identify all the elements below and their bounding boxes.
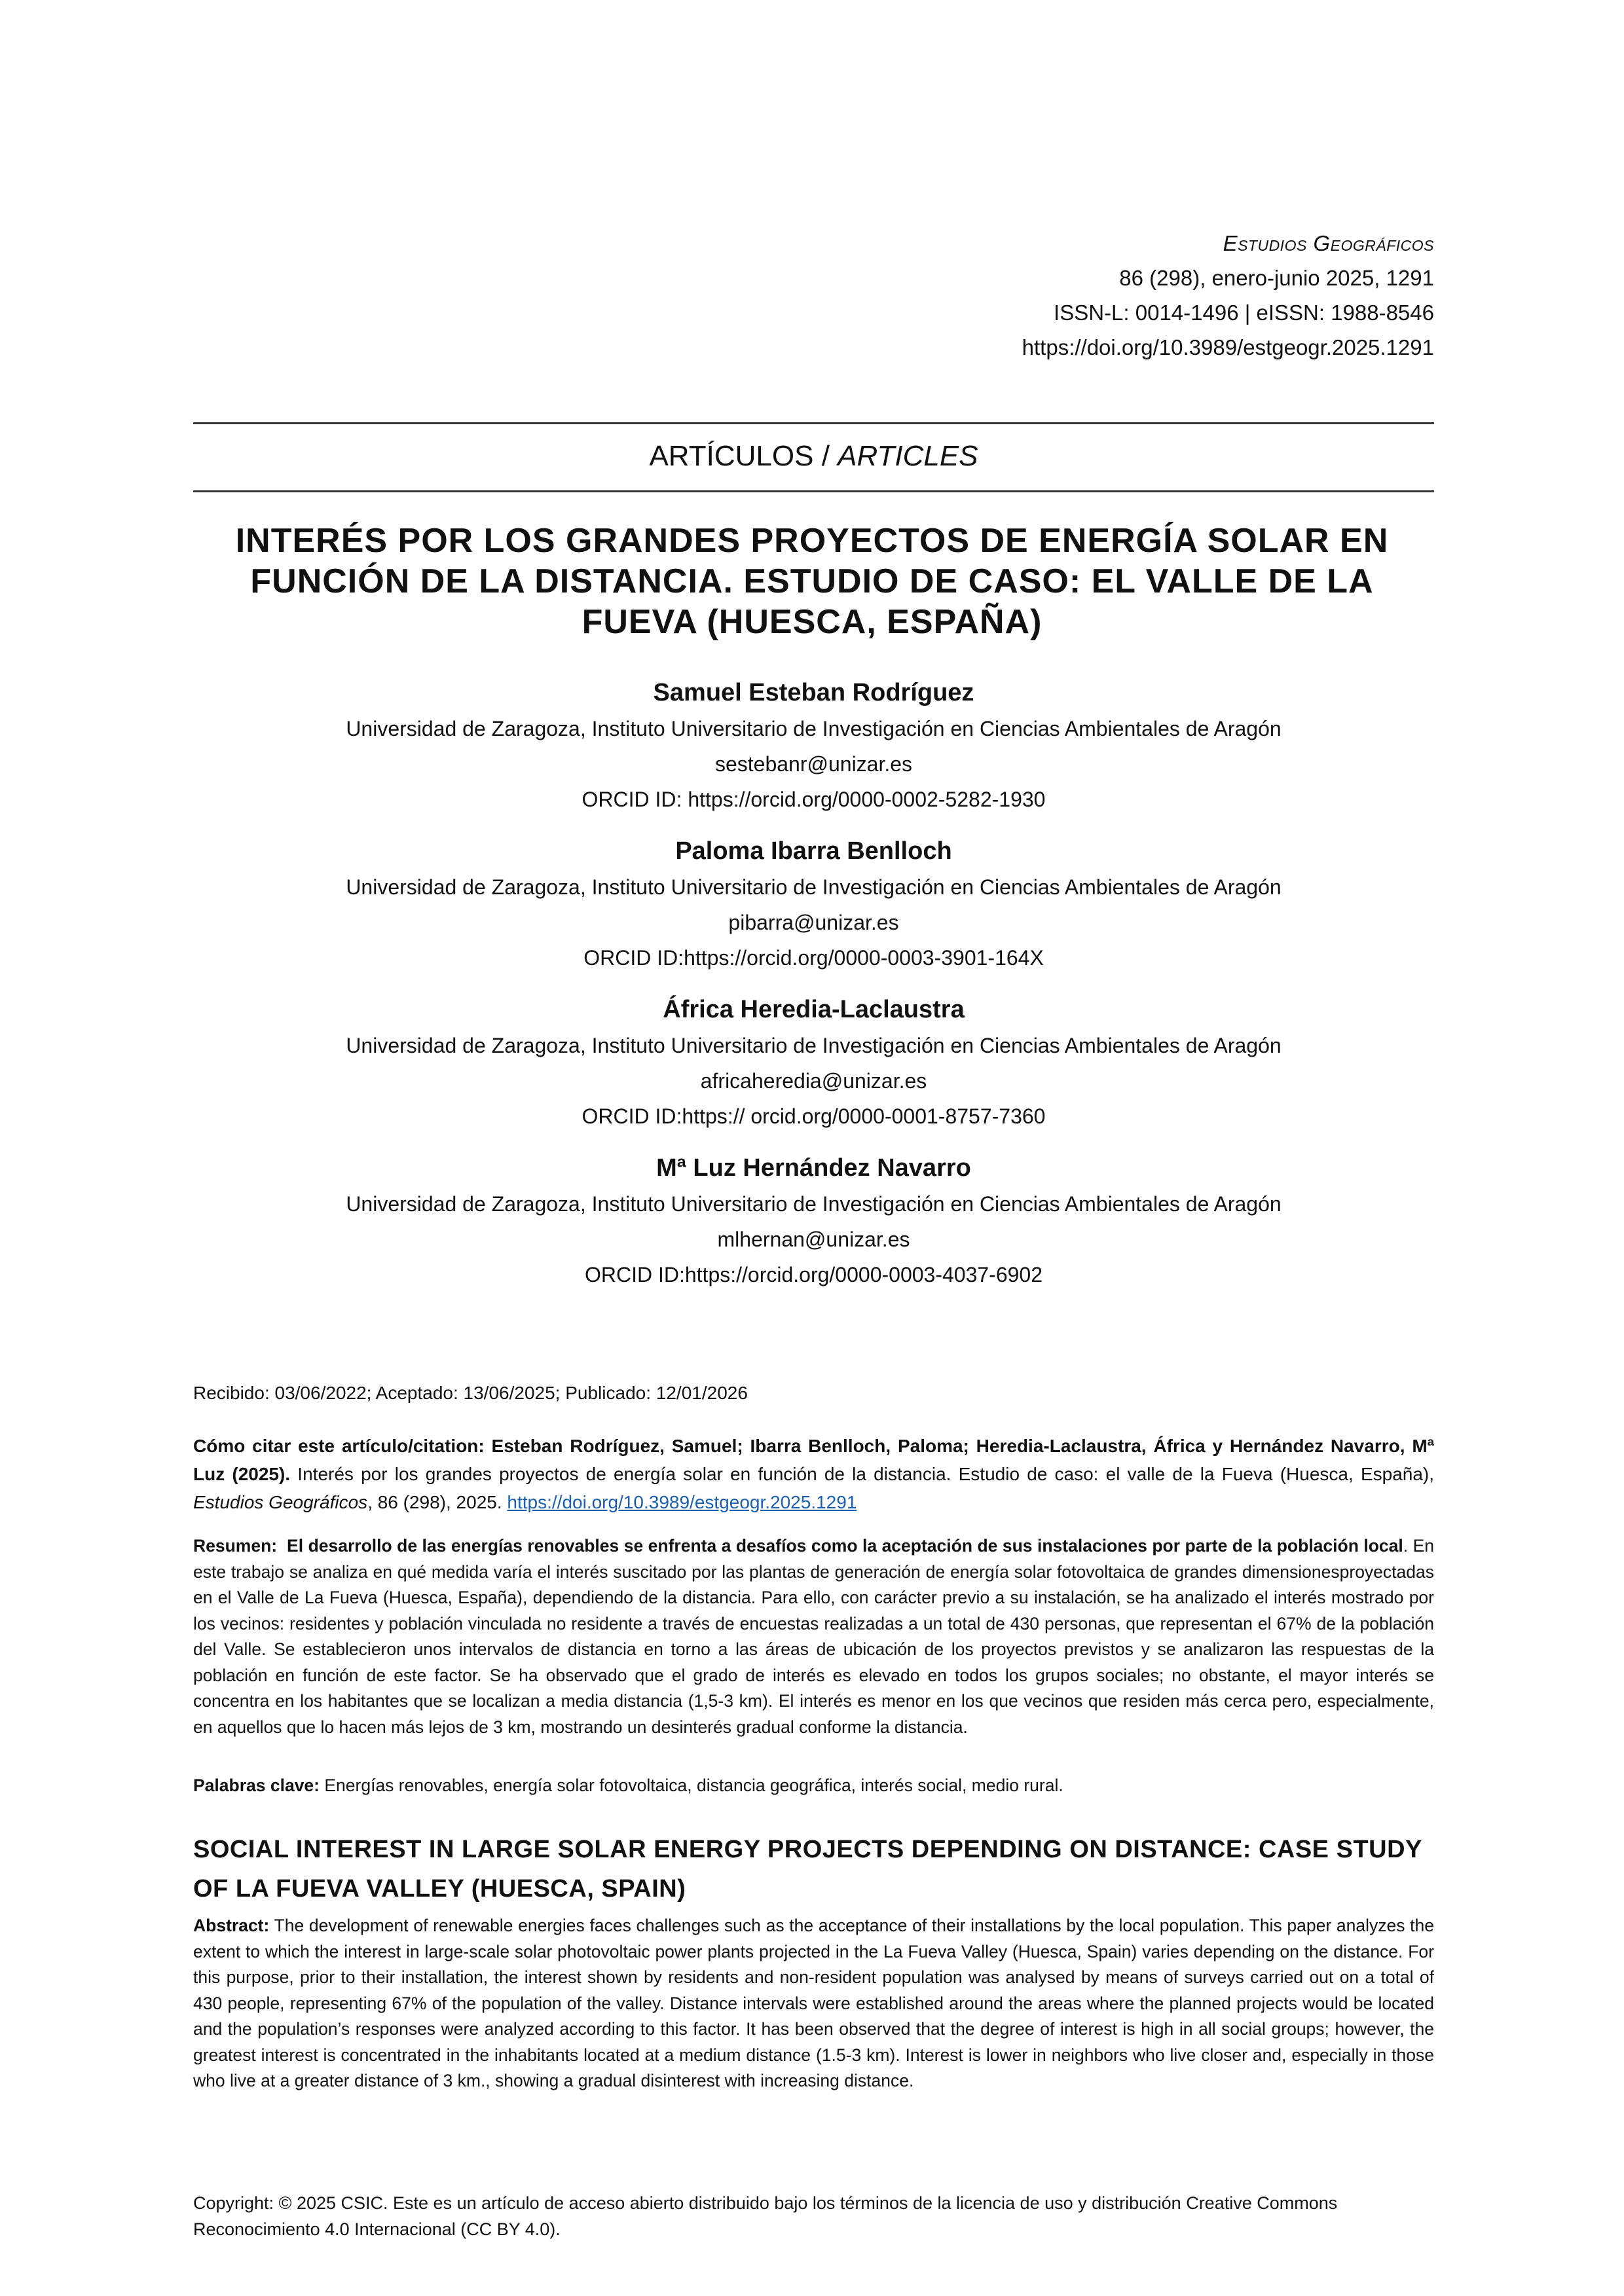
section-label-en: ARTICLES	[838, 440, 978, 472]
author-name: Mª Luz Hernández Navarro	[656, 1154, 971, 1182]
author-email[interactable]: africaheredia@unizar.es	[700, 1069, 927, 1093]
publication-dates: Recibido: 03/06/2022; Aceptado: 13/06/2025; Publicado: 12/01/2026	[193, 1383, 748, 1403]
abstract-label: Abstract:	[193, 1916, 270, 1935]
journal-name: Estudios Geográficos	[1223, 231, 1434, 255]
bottom-divider	[193, 490, 1434, 492]
citation-doi-link[interactable]: https://doi.org/10.3989/estgeogr.2025.1291	[507, 1492, 857, 1512]
author-affiliation: Universidad de Zaragoza, Instituto Universitario de Investigación en Ciencias Ambientales de Aragón	[346, 1034, 1282, 1057]
citation-journal: Estudios Geográficos	[193, 1492, 368, 1512]
citation-issue: , 86 (298), 2025.	[367, 1492, 507, 1512]
keywords-label: Palabras clave:	[193, 1776, 320, 1795]
keywords-text: Energías renovables, energía solar fotovoltaica, distancia geográfica, interés social, medio rural.	[320, 1776, 1063, 1795]
article-title: INTERÉS POR LOS GRANDES PROYECTOS DE ENERGÍA SOLAR EN FUNCIÓN DE LA DISTANCIA. ESTUDIO DE CASO: EL VALLE DE LA FUEVA (HUESCA, ESPAÑA)	[235, 522, 1389, 641]
resumen-block	[193, 1533, 1434, 1740]
citation-block	[193, 1432, 1434, 1516]
author-affiliation: Universidad de Zaragoza, Instituto Universitario de Investigación en Ciencias Ambientales de Aragón	[346, 875, 1282, 899]
resumen-text: . En este trabajo se analiza en qué medida varía el interés suscitado por las plantas de generación de energía solar fotovoltaica de grandes dimensionesproyectadas en el Valle de La Fueva (Huesca, España), dependiendo de la distancia. Para ello, con carácter previo a su instalación, se ha analizado el interés mostrado por los vecinos: residentes y población vinculada no residente a través de encuestas realizadas a un total de 430 personas, que representan el 67% de la población del Valle. Se establecieron unos intervalos de distancia en torno a las áreas de ubicación de los proyectos previstos y se analizaron las respuestas de la población en función de este factor. Se ha observado que el grado de interés es elevado en todos los grupos sociales; no obstante, el mayor interés se concentra en los habitantes que se localizan a media distancia (1,5-3 km). El interés es menor en los que vecinos que residen más cerca pero, especialmente, en aquellos que lo hacen más lejos de 3 km, mostrando un desinterés gradual conforme la distancia.	[193, 1536, 1434, 1737]
journal-issue: 86 (298), enero-junio 2025, 1291	[1119, 266, 1434, 290]
journal-issn: ISSN-L: 0014-1496 | eISSN: 1988-8546	[1054, 301, 1434, 325]
author-block	[193, 833, 1434, 975]
author-list	[193, 674, 1434, 1308]
author-name: Paloma Ibarra Benlloch	[675, 837, 952, 865]
resumen-label: Resumen:	[193, 1536, 278, 1556]
author-name: África Heredia-Laclaustra	[663, 996, 965, 1023]
author-orcid[interactable]: ORCID ID:https://orcid.org/0000-0003-3901-164X	[583, 946, 1044, 970]
section-label-es: ARTÍCULOS /	[649, 440, 838, 472]
section-label	[193, 440, 1434, 473]
journal-doi: https://doi.org/10.3989/estgeogr.2025.1291	[1022, 335, 1434, 359]
author-block	[193, 991, 1434, 1134]
author-email[interactable]: mlhernan@unizar.es	[717, 1228, 910, 1251]
author-orcid[interactable]: ORCID ID:https:// orcid.org/0000-0001-8757-7360	[581, 1104, 1046, 1128]
keywords-block	[193, 1776, 1434, 1796]
author-name: Samuel Esteban Rodríguez	[653, 679, 974, 706]
citation-text: Interés por los grandes proyectos de energía solar en función de la distancia. Estudio de caso: el valle de la Fueva (Huesca, España),	[290, 1464, 1435, 1484]
author-email[interactable]: pibarra@unizar.es	[728, 911, 899, 934]
copyright-notice: Copyright: © 2025 CSIC. Este es un artículo de acceso abierto distribuido bajo los términos de la licencia de uso y distribución Creative Commons Reconocimiento 4.0 Internacional (CC BY 4.0).	[193, 2193, 1338, 2239]
author-affiliation: Universidad de Zaragoza, Instituto Universitario de Investigación en Ciencias Ambientales de Aragón	[346, 1192, 1282, 1216]
citation-label: Cómo citar este artículo/citation: Esteban Rodríguez, Samuel; Ibarra Benlloch, Paloma; Heredia-Laclaustra, África y Hernández Navarro, Mª Luz (2025).	[193, 1436, 1434, 1484]
journal-header	[1022, 226, 1434, 365]
author-block	[193, 674, 1434, 817]
resumen-lead: El desarrollo de las energías renovables se enfrenta a desafíos como la aceptación de sus instalaciones por parte de la población local	[277, 1536, 1403, 1556]
english-title: SOCIAL INTEREST IN LARGE SOLAR ENERGY PROJECTS DEPENDING ON DISTANCE: CASE STUDY OF LA FUEVA VALLEY (HUESCA, SPAIN)	[193, 1836, 1422, 1903]
abstract-text: The development of renewable energies faces challenges such as the acceptance of their installations by the local population. This paper analyzes the extent to which the interest in large-scale solar photovoltaic power plants projected in the La Fueva Valley (Huesca, Spain) varies depending on the distance. For this purpose, prior to their installation, the interest shown by residents and non-resident population was analysed by means of surveys carried out on a total of 430 people, representing 67% of the population of the valley. Distance intervals were established around the areas where the planned projects would be located and the population’s responses were analyzed according to this factor. It has been observed that the degree of interest is high in all social groups; however, the greatest interest is concentrated in the inhabitants located at a medium distance (1.5-3 km). Interest is lower in neighbors who live closer and, especially in those who live at a greater distance of 3 km., showing a gradual disinterest with increasing distance.	[193, 1916, 1434, 2090]
author-email[interactable]: sestebanr@unizar.es	[714, 752, 913, 776]
author-orcid[interactable]: ORCID ID:https://orcid.org/0000-0003-4037-6902	[584, 1263, 1043, 1286]
author-block	[193, 1150, 1434, 1292]
top-divider	[193, 422, 1434, 424]
author-orcid[interactable]: ORCID ID: https://orcid.org/0000-0002-5282-1930	[581, 788, 1046, 811]
abstract-block	[193, 1913, 1434, 2094]
author-affiliation: Universidad de Zaragoza, Instituto Universitario de Investigación en Ciencias Ambientales de Aragón	[346, 717, 1282, 740]
